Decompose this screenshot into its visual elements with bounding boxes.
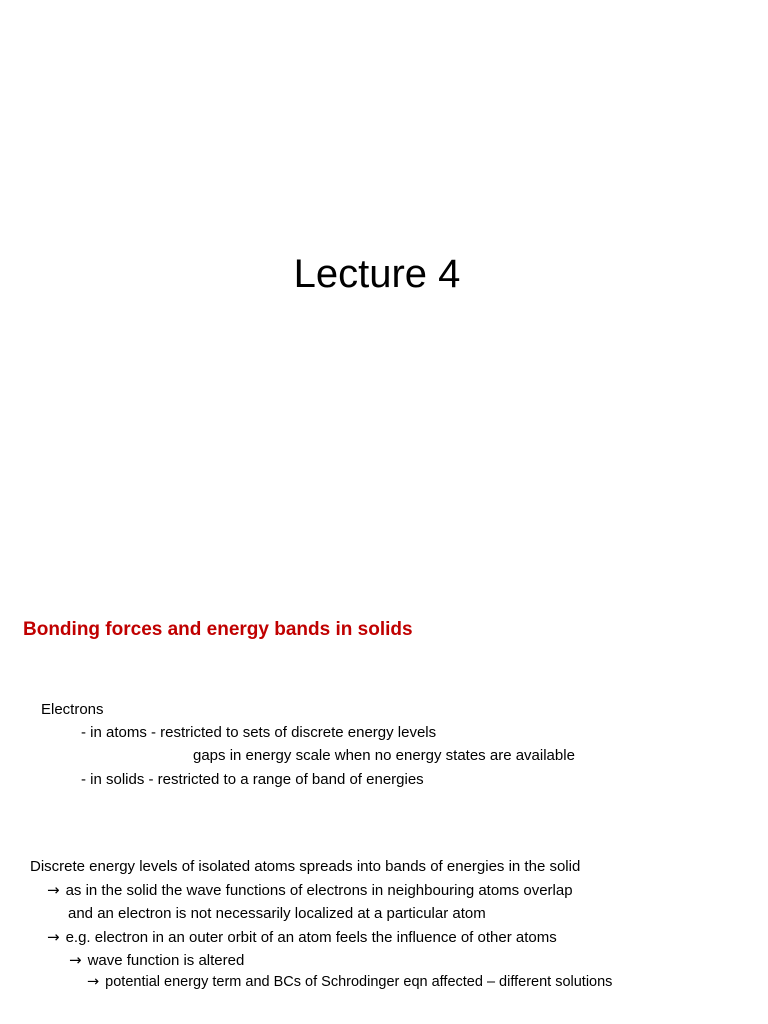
arrow-item-4-text: potential energy term and BCs of Schrodinger eqn affected – different solutions — [105, 974, 613, 990]
arrow-item-2 — [47, 927, 557, 948]
arrow-icon: → — [87, 974, 100, 990]
arrow-icon: → — [69, 951, 82, 969]
arrow-item-3-text: wave function is altered — [87, 952, 245, 969]
discrete-intro: Discrete energy levels of isolated atoms spreads into bands of energies in the solid — [30, 858, 581, 875]
section-heading: Bonding forces and energy bands in solids — [23, 619, 413, 640]
arrow-item-3 — [69, 950, 244, 971]
arrow-icon: → — [47, 881, 60, 899]
atoms-line: - in atoms - restricted to sets of discrete energy levels — [81, 724, 437, 741]
solids-line: - in solids - restricted to a range of band of energies — [81, 771, 424, 788]
electrons-label: Electrons — [41, 701, 104, 718]
gaps-line: gaps in energy scale when no energy states are available — [193, 747, 575, 764]
lecture-title: Lecture 4 — [293, 252, 461, 296]
arrow-item-1-cont: and an electron is not necessarily localized at a particular atom — [68, 905, 486, 922]
arrow-item-2-text: e.g. electron in an outer orbit of an atom feels the influence of other atoms — [65, 929, 557, 946]
arrow-item-1-text: as in the solid the wave functions of electrons in neighbouring atoms overlap — [65, 882, 573, 899]
arrow-icon: → — [47, 928, 60, 946]
arrow-item-4 — [87, 972, 612, 992]
arrow-item-1 — [47, 880, 573, 901]
